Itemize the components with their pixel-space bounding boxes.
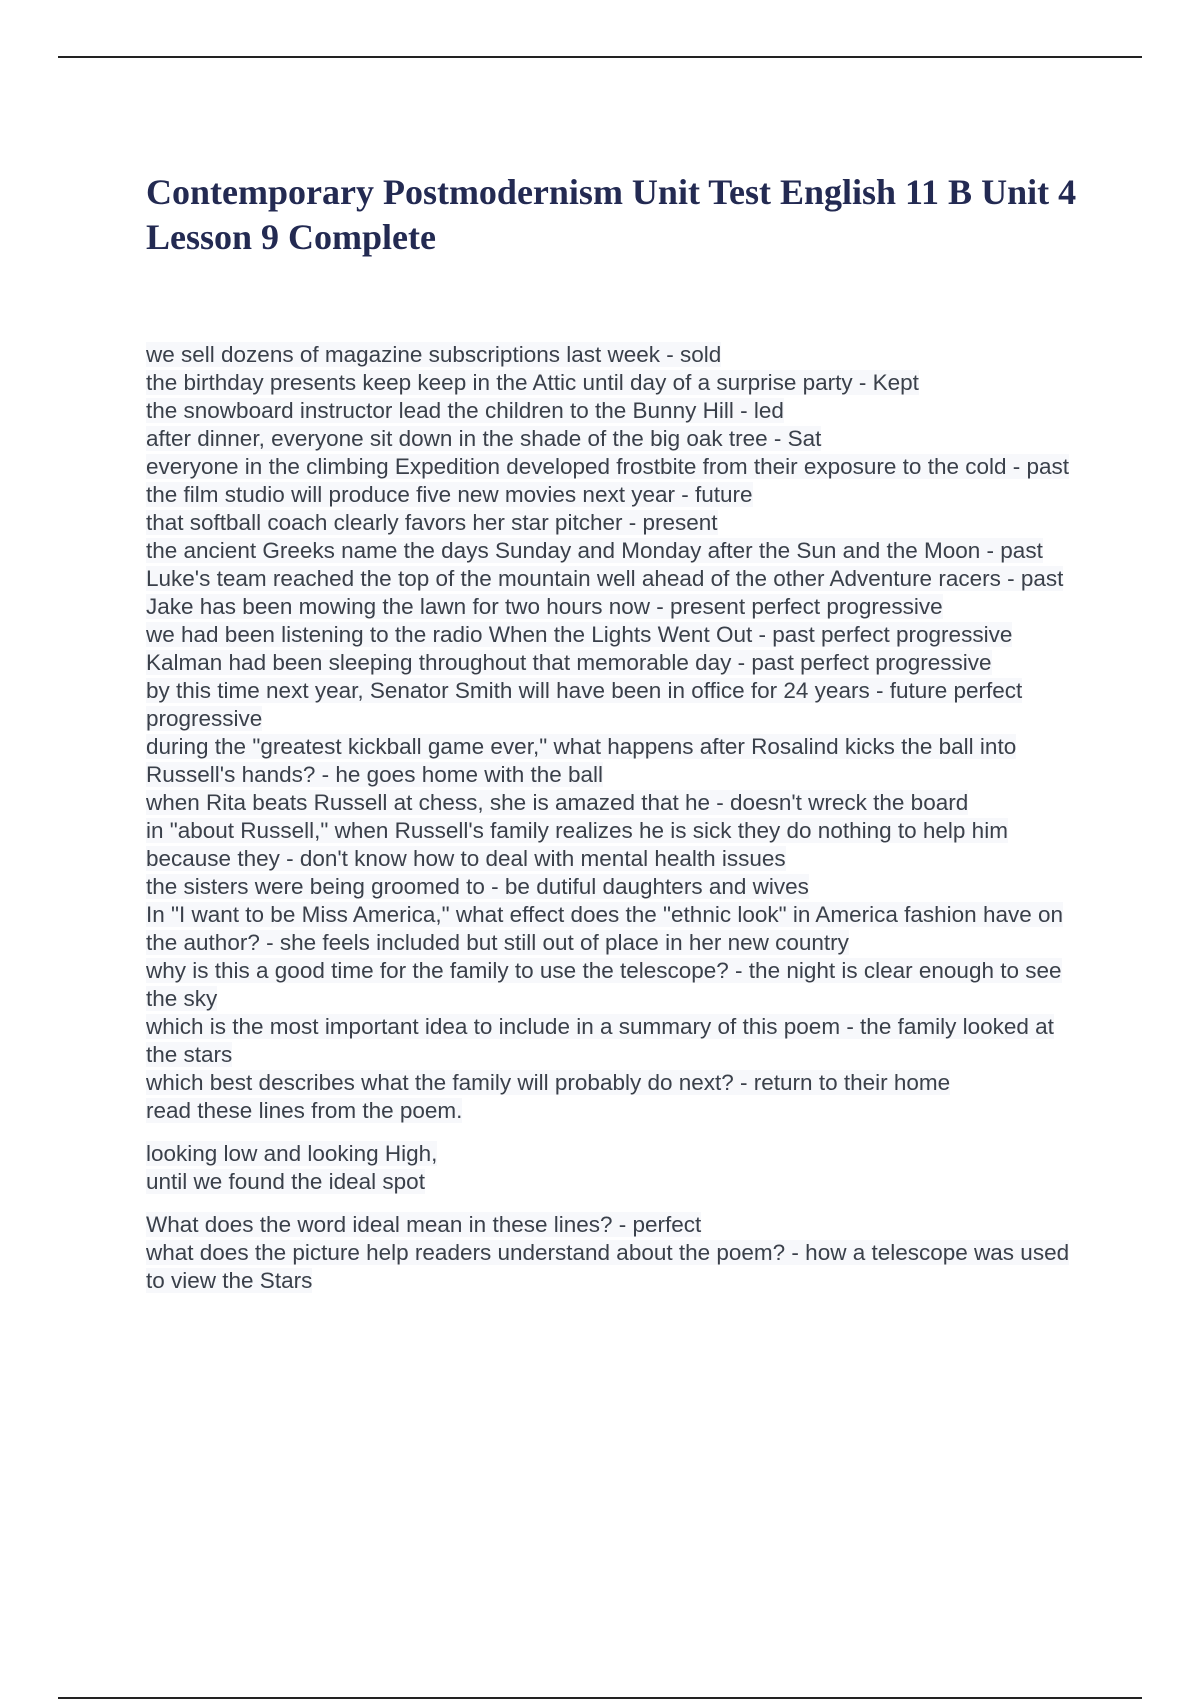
list-item: that softball coach clearly favors her star pitcher - present: [146, 510, 718, 535]
question-list: [146, 341, 1086, 1295]
list-item: what does the picture help readers understand about the poem? - how a telescope was used to view the Stars: [146, 1240, 1070, 1293]
list-item: read these lines from the poem.: [146, 1098, 463, 1123]
list-item: What does the word ideal mean in these lines? - perfect: [146, 1212, 702, 1237]
poem-line: looking low and looking High,: [146, 1141, 438, 1166]
list-item: the sisters were being groomed to - be dutiful daughters and wives: [146, 874, 809, 899]
list-item: everyone in the climbing Expedition developed frostbite from their exposure to the cold - past: [146, 454, 1070, 479]
list-item: Luke's team reached the top of the mountain well ahead of the other Adventure racers - past: [146, 566, 1064, 591]
list-item: during the "greatest kickball game ever," what happens after Rosalind kicks the ball into Russell's hands? - he goes home with the ball: [146, 734, 1017, 787]
list-item: the snowboard instructor lead the children to the Bunny Hill - led: [146, 398, 784, 423]
bottom-rule: [58, 1697, 1142, 1699]
list-item: which best describes what the family will probably do next? - return to their home: [146, 1070, 951, 1095]
list-item: we had been listening to the radio When the Lights Went Out - past perfect progressive: [146, 622, 1013, 647]
list-item: the birthday presents keep keep in the Attic until day of a surprise party - Kept: [146, 370, 919, 395]
list-item: we sell dozens of magazine subscriptions last week - sold: [146, 342, 722, 367]
list-item: after dinner, everyone sit down in the shade of the big oak tree - Sat: [146, 426, 822, 451]
list-item: why is this a good time for the family to use the telescope? - the night is clear enough to see the sky: [146, 958, 1062, 1011]
blank-line: [146, 1196, 1086, 1211]
list-item: when Rita beats Russell at chess, she is amazed that he - doesn't wreck the board: [146, 790, 969, 815]
list-item: by this time next year, Senator Smith will have been in office for 24 years - future perfect progressive: [146, 678, 1023, 731]
poem-line: until we found the ideal spot: [146, 1169, 425, 1194]
top-rule: [58, 56, 1142, 58]
list-item: in "about Russell," when Russell's family realizes he is sick they do nothing to help him because they - don't know how to deal with mental health issues: [146, 818, 1008, 871]
document-title: Contemporary Postmodernism Unit Test English 11 B Unit 4 Lesson 9 Complete: [146, 172, 1077, 257]
blank-line: [146, 1125, 1086, 1140]
list-item: Kalman had been sleeping throughout that memorable day - past perfect progressive: [146, 650, 992, 675]
list-item: In "I want to be Miss America," what effect does the "ethnic look" in America fashion have on the author? - she feels included but still out of place in her new country: [146, 902, 1064, 955]
list-item: Jake has been mowing the lawn for two hours now - present perfect progressive: [146, 594, 943, 619]
list-item: which is the most important idea to include in a summary of this poem - the family looked at the stars: [146, 1014, 1054, 1067]
list-item: the ancient Greeks name the days Sunday and Monday after the Sun and the Moon - past: [146, 538, 1043, 563]
list-item: the film studio will produce five new movies next year - future: [146, 482, 753, 507]
